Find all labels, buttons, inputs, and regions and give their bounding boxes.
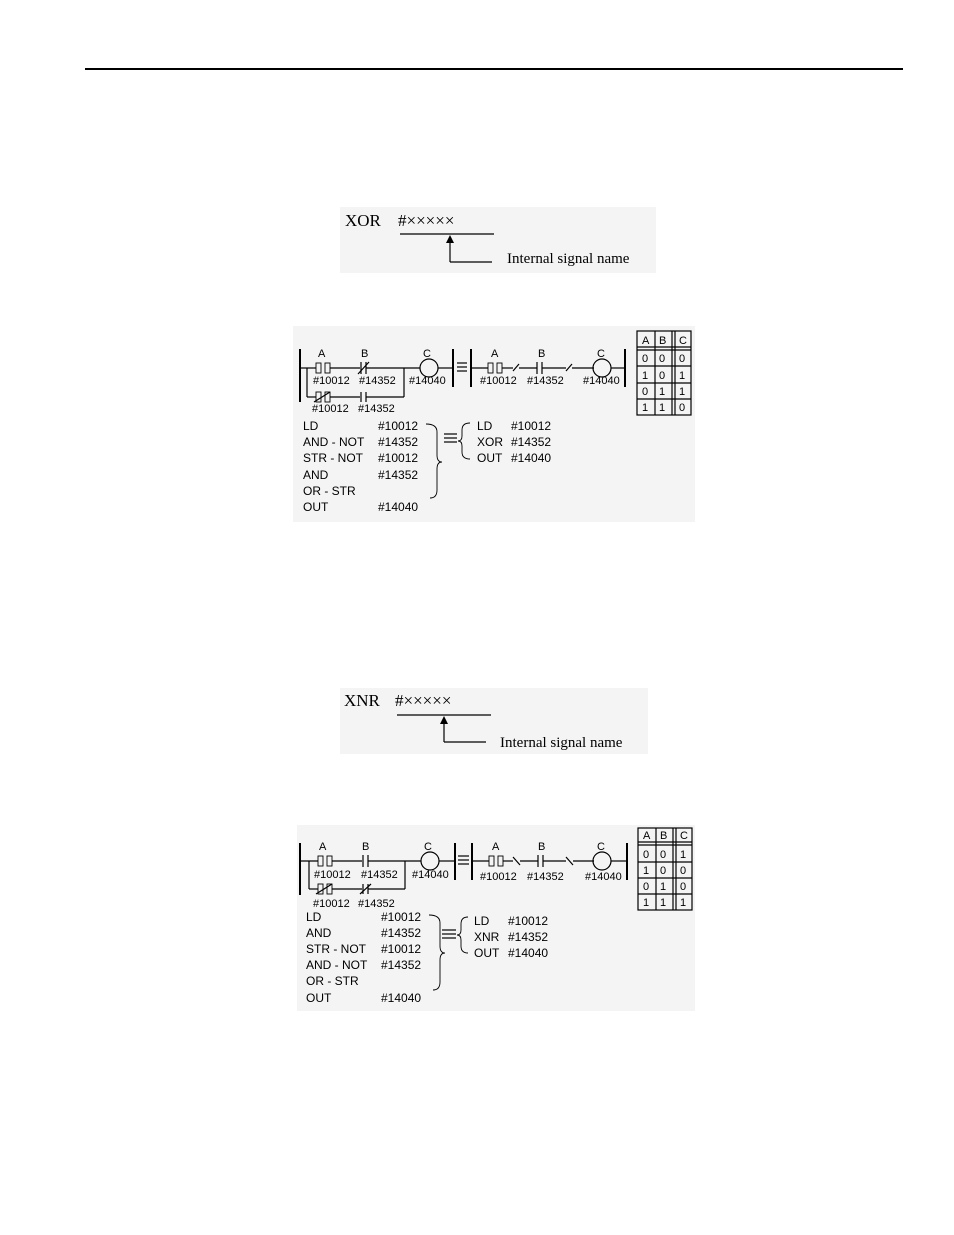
xnr-tt-r0-b: 0 bbox=[660, 849, 667, 861]
xor-tt-r0-c: 0 bbox=[679, 353, 686, 365]
xor-addr-a: #10012 bbox=[313, 375, 350, 387]
xor-tt-r1-a: 1 bbox=[642, 370, 649, 382]
xnr-tt-r0-a: 0 bbox=[643, 849, 650, 861]
xnr-signal-label: Internal signal name bbox=[500, 735, 623, 751]
xor-tt-r1-c: 1 bbox=[679, 370, 686, 382]
xnr-mnemonic: XNR bbox=[344, 691, 380, 710]
xnr-eq-arg-0: #10012 bbox=[508, 914, 549, 928]
xor-prog-op-2: STR - NOT bbox=[303, 451, 363, 465]
xnr-eq-addr-b: #14352 bbox=[527, 871, 564, 883]
xnr-tt-r0-c: 1 bbox=[680, 849, 687, 861]
xnr-prog-op-5: OUT bbox=[306, 991, 332, 1005]
xor-ladder bbox=[300, 348, 625, 415]
xnr-prog-arg-2: #10012 bbox=[381, 942, 422, 956]
xor-prog-arg-0: #10012 bbox=[378, 419, 419, 433]
xnr-tt-r1-b: 0 bbox=[660, 865, 667, 877]
xor-prog-arg-5: #14040 bbox=[378, 500, 419, 514]
xor-eq-arg-1: #14352 bbox=[511, 435, 552, 449]
xor-coil-c: C bbox=[423, 348, 431, 360]
xnr-tt-r3-c: 1 bbox=[680, 897, 687, 909]
xnr-prog-arg-5: #14040 bbox=[381, 991, 422, 1005]
xor-prog-op-4: OR - STR bbox=[303, 484, 356, 498]
xnr-addr-c: #14040 bbox=[412, 869, 449, 881]
xnr-eq-contact-b: B bbox=[538, 841, 546, 853]
xnr-addr-a: #10012 bbox=[314, 869, 351, 881]
xor-eq-op-0: LD bbox=[477, 419, 493, 433]
xnr-addr-b: #14352 bbox=[361, 869, 398, 881]
xnr-eq-addr-a: #10012 bbox=[480, 871, 517, 883]
xor-tt-head-c: C bbox=[679, 335, 687, 347]
xnr-tt-r3-a: 1 bbox=[643, 897, 650, 909]
xnr-prog-arg-3: #14352 bbox=[381, 958, 422, 972]
xor-prog-arg-2: #10012 bbox=[378, 451, 419, 465]
xor-contact-a: A bbox=[318, 348, 326, 360]
xnr-tt-r1-c: 0 bbox=[680, 865, 687, 877]
xor-tt-r0-b: 0 bbox=[659, 353, 666, 365]
xor-eq-addr-a: #10012 bbox=[480, 375, 517, 387]
xnr-tt-r2-c: 0 bbox=[680, 881, 687, 893]
xnr-tt-head-b: B bbox=[660, 830, 668, 842]
xor-eq-addr-c: #14040 bbox=[583, 375, 620, 387]
xnr-tt-r3-b: 1 bbox=[660, 897, 667, 909]
xor-eq-coil-c: C bbox=[597, 348, 605, 360]
xnr-eq-coil-c: C bbox=[597, 841, 605, 853]
xnr-eq-arg-2: #14040 bbox=[508, 946, 549, 960]
xor-eq-op-2: OUT bbox=[477, 451, 503, 465]
xnr-eq-op-1: XNR bbox=[474, 930, 500, 944]
xor-mnemonic: XOR bbox=[345, 211, 381, 230]
xor-prog-op-5: OUT bbox=[303, 500, 329, 514]
xnr-tt-r2-b: 1 bbox=[660, 881, 667, 893]
xnr-eq-arg-1: #14352 bbox=[508, 930, 549, 944]
xor-signal-label: Internal signal name bbox=[507, 251, 630, 267]
xnr-eq-op-0: LD bbox=[474, 914, 490, 928]
xor-tt-r3-c: 0 bbox=[679, 402, 686, 414]
xnr-tt-head-a: A bbox=[643, 830, 651, 842]
xor-addr-b2: #14352 bbox=[358, 403, 395, 415]
xor-tt-r2-b: 1 bbox=[659, 386, 666, 398]
xor-program bbox=[303, 419, 551, 514]
xnr-addr-a2: #10012 bbox=[313, 898, 350, 910]
xor-prog-op-1: AND - NOT bbox=[303, 435, 365, 449]
xnr-addr-b2: #14352 bbox=[358, 898, 395, 910]
xnr-prog-op-0: LD bbox=[306, 910, 322, 924]
xnr-prog-op-1: AND bbox=[306, 926, 332, 940]
xnr-contact-a: A bbox=[319, 841, 327, 853]
xnr-prog-op-4: OR - STR bbox=[306, 974, 359, 988]
xor-eq-arg-0: #10012 bbox=[511, 419, 552, 433]
xor-tt-r0-a: 0 bbox=[642, 353, 649, 365]
xnr-prog-arg-0: #10012 bbox=[381, 910, 422, 924]
xor-prog-arg-3: #14352 bbox=[378, 468, 419, 482]
xnr-coil-c: C bbox=[424, 841, 432, 853]
xnr-truth-table bbox=[638, 828, 692, 910]
xor-eq-contact-b: B bbox=[538, 348, 546, 360]
xor-eq-addr-b: #14352 bbox=[527, 375, 564, 387]
xor-tt-r2-c: 1 bbox=[679, 386, 686, 398]
xor-tt-r1-b: 0 bbox=[659, 370, 666, 382]
xor-truth-table bbox=[637, 331, 691, 415]
xor-contact-b: B bbox=[361, 348, 369, 360]
xor-eq-op-1: XOR bbox=[477, 435, 504, 449]
xor-syntax bbox=[345, 211, 630, 267]
xor-tt-r3-b: 1 bbox=[659, 402, 666, 414]
xor-addr-b: #14352 bbox=[359, 375, 396, 387]
xnr-tt-r2-a: 0 bbox=[643, 881, 650, 893]
xnr-eq-contact-a: A bbox=[492, 841, 500, 853]
xor-operand: #××××× bbox=[398, 211, 455, 230]
xor-tt-r3-a: 1 bbox=[642, 402, 649, 414]
xnr-program bbox=[306, 910, 548, 1005]
xor-addr-c: #14040 bbox=[409, 375, 446, 387]
xor-eq-contact-a: A bbox=[491, 348, 499, 360]
xnr-contact-b: B bbox=[362, 841, 370, 853]
xor-addr-a2: #10012 bbox=[312, 403, 349, 415]
xnr-eq-op-2: OUT bbox=[474, 946, 500, 960]
xnr-eq-addr-c: #14040 bbox=[585, 871, 622, 883]
xor-eq-arg-2: #14040 bbox=[511, 451, 552, 465]
xnr-prog-arg-1: #14352 bbox=[381, 926, 422, 940]
xnr-tt-head-c: C bbox=[680, 830, 688, 842]
xor-prog-op-0: LD bbox=[303, 419, 319, 433]
xor-tt-head-a: A bbox=[642, 335, 650, 347]
xor-prog-op-3: AND bbox=[303, 468, 329, 482]
xor-tt-r2-a: 0 bbox=[642, 386, 649, 398]
xnr-syntax bbox=[344, 691, 623, 751]
xnr-prog-op-3: AND - NOT bbox=[306, 958, 368, 972]
xnr-prog-op-2: STR - NOT bbox=[306, 942, 366, 956]
xnr-operand: #××××× bbox=[395, 691, 452, 710]
xor-prog-arg-1: #14352 bbox=[378, 435, 419, 449]
xnr-ladder bbox=[300, 841, 627, 910]
xnr-tt-r1-a: 1 bbox=[643, 865, 650, 877]
xor-tt-head-b: B bbox=[659, 335, 667, 347]
